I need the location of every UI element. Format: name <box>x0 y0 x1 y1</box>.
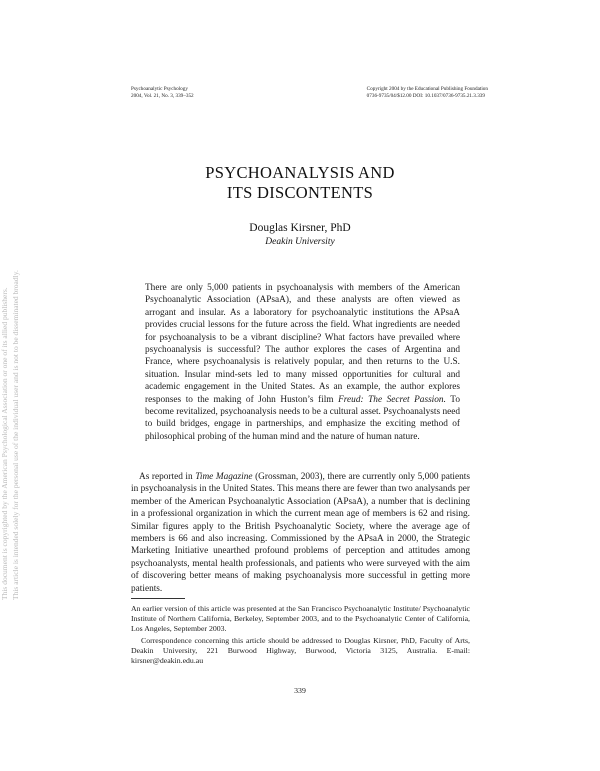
body-text-start: As reported in <box>139 472 196 482</box>
abstract <box>145 282 460 443</box>
footnote-correspondence: Correspondence concerning this article should be addressed to Douglas Kirsner, PhD, Faculty of Arts, Deakin University, 221 Burwood Highway, Burwood, Victoria 3125, Australia. E-mail: kirsner@deakin.edu.au <box>131 636 470 665</box>
body-text-end: (Grossman, 2003), there are currently only 5,000 patients in psychoanalysis in the United States. This means there are fewer than two analysands per member of the American Psychoanalytic Association (APsaA), a number that is declining in a professional organization in which the current mean age of members is 62 and rising. Similar figures apply to the British Psychoanalytic Society, where the average age of members is 66 and also increasing. Commissioned by the APsaA in 2000, the Strategic Marketing Initiative unearthed profound problems of perception and attitudes among psychoanalysts, mental health professionals, and patients who were surveyed with the aim of discovering better means of making psychoanalysis more successful in getting more patients. <box>131 472 470 594</box>
page-number: 339 <box>294 686 306 695</box>
article-title <box>0 163 600 203</box>
abstract-text-end: To become revitalized, psychoanalysis needs to be a cultural asset. Psychoanalysts need to build bridges, engage in partnerships, and emphasize the exciting method of philosophical probing of the human mind and the nature of human nature. <box>145 394 460 442</box>
journal-citation <box>131 86 194 99</box>
copyright-line: Copyright 2004 by the Educational Publishing Foundation <box>366 86 488 92</box>
author-name: Douglas Kirsner, PhD <box>249 222 351 234</box>
abstract-text-start: There are only 5,000 patients in psychoanalysis with members of the American Psychoanalytic Association (APsaA), and these analysts are often viewed as arrogant and insular. As a laboratory for psychoanalytic institutions the APsaA provides crucial lessons for the future across the field. What ingredients are needed for psychoanalysis to be a vibrant discipline? What factors have prevailed where psychoanalysis is successful? The author explores the cases of Argentina and France, where psychoanalysis is relatively popular, and then returns to the U.S. situation. Insular mind-sets led to many missed opportunities for cultural and academic engagement in the United States. As an example, the author explores responses to the making of John Huston’s film <box>145 283 460 405</box>
copyright-watermark <box>0 270 24 600</box>
journal-name: Psychoanalytic Psychology <box>131 86 188 92</box>
watermark-line-2: This article is intended solely for the personal use of the individual user and is not to be disseminated broadly. <box>10 270 20 600</box>
copyright-notice <box>367 86 488 99</box>
footnote-divider <box>131 598 185 599</box>
magazine-title: Time Magazine <box>195 472 253 482</box>
body-paragraph <box>131 471 470 595</box>
footnote-presentation: An earlier version of this article was presented at the San Francisco Psychoanalytic Institute/ Psychoanalytic Institute of Northern California, Berkeley, September 2003, and to the Psychoanalytic Center of California, Los Angeles, September 2003. <box>131 604 470 633</box>
film-title: Freud: The Secret Passion. <box>338 394 446 405</box>
author-affiliation: Deakin University <box>265 237 335 247</box>
doi-line: 0736-9735/04/$12.00 DOI: 10.1037/0736-9735.21.3.339 <box>366 92 485 99</box>
title-line-2: ITS DISCONTENTS <box>226 183 374 202</box>
title-line-1: PSYCHOANALYSIS AND <box>205 163 395 182</box>
watermark-line-1: This document is copyrighted by the American Psychological Association or one of its allied publishers. <box>0 287 9 600</box>
journal-volume: 2004, Vol. 21, No. 3, 339–352 <box>131 92 194 99</box>
